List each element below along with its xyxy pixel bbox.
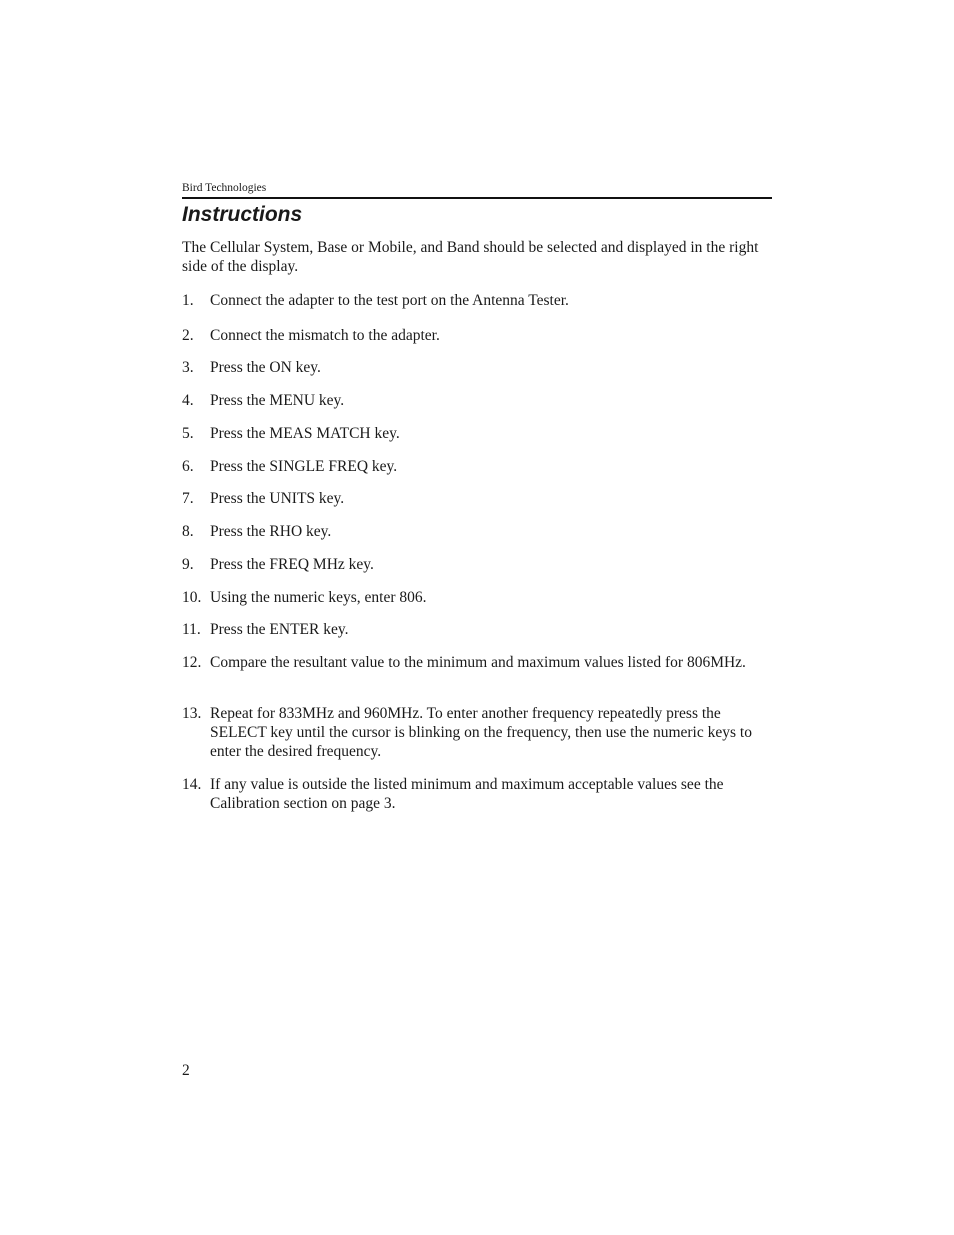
step-text: If any value is outside the listed minimum and maximum acceptable values see the Calibration section on page 3. (210, 776, 724, 812)
step-item (182, 457, 774, 476)
step-item (182, 588, 774, 607)
step-text: Press the FREQ MHz key. (210, 556, 374, 573)
step-item (182, 620, 774, 639)
step-item (182, 555, 774, 574)
step-text: Repeat for 833MHz and 960MHz. To enter another frequency repeatedly press the SELECT key until the cursor is blinking on the frequency, then use the numeric keys to enter the desired frequency. (210, 705, 752, 760)
step-number: 6. (182, 458, 194, 475)
step-item (182, 326, 774, 345)
step-text: Press the MEAS MATCH key. (210, 425, 400, 442)
step-text: Press the SINGLE FREQ key. (210, 458, 398, 475)
step-number: 9. (182, 556, 194, 573)
step-number: 7. (182, 490, 194, 507)
step-item (182, 358, 774, 377)
step-number: 2. (182, 327, 194, 344)
step-text: Press the RHO key. (210, 523, 332, 540)
step-number: 4. (182, 392, 194, 409)
step-number: 10. (182, 589, 202, 606)
step-item (182, 489, 774, 508)
step-number: 8. (182, 523, 194, 540)
step-text: Press the ENTER key. (210, 621, 349, 638)
intro-paragraph: The Cellular System, Base or Mobile, and Band should be selected and displayed in the right side of the display. (182, 239, 759, 275)
step-item (182, 291, 774, 310)
step-item (182, 704, 774, 761)
step-text: Compare the resultant value to the minimum and maximum values listed for 806MHz. (210, 654, 746, 671)
step-item (182, 391, 774, 410)
step-text: Press the UNITS key. (210, 490, 345, 507)
step-text: Connect the adapter to the test port on the Antenna Tester. (210, 292, 569, 309)
step-item (182, 775, 774, 813)
step-text: Press the MENU key. (210, 392, 345, 409)
step-number: 12. (182, 654, 202, 671)
step-text: Using the numeric keys, enter 806. (210, 589, 427, 606)
running-head: Bird Technologies (182, 182, 267, 194)
step-number: 5. (182, 425, 194, 442)
step-text: Press the ON key. (210, 359, 321, 376)
step-item (182, 653, 774, 672)
step-number: 13. (182, 705, 202, 722)
page-number: 2 (182, 1062, 190, 1079)
step-number: 3. (182, 359, 194, 376)
step-item (182, 522, 774, 541)
section-title: Instructions (182, 203, 303, 226)
header-rule (182, 197, 772, 199)
step-number: 11. (182, 621, 201, 638)
step-item (182, 424, 774, 443)
step-text: Connect the mismatch to the adapter. (210, 327, 440, 344)
step-number: 14. (182, 776, 202, 793)
step-number: 1. (182, 292, 194, 309)
